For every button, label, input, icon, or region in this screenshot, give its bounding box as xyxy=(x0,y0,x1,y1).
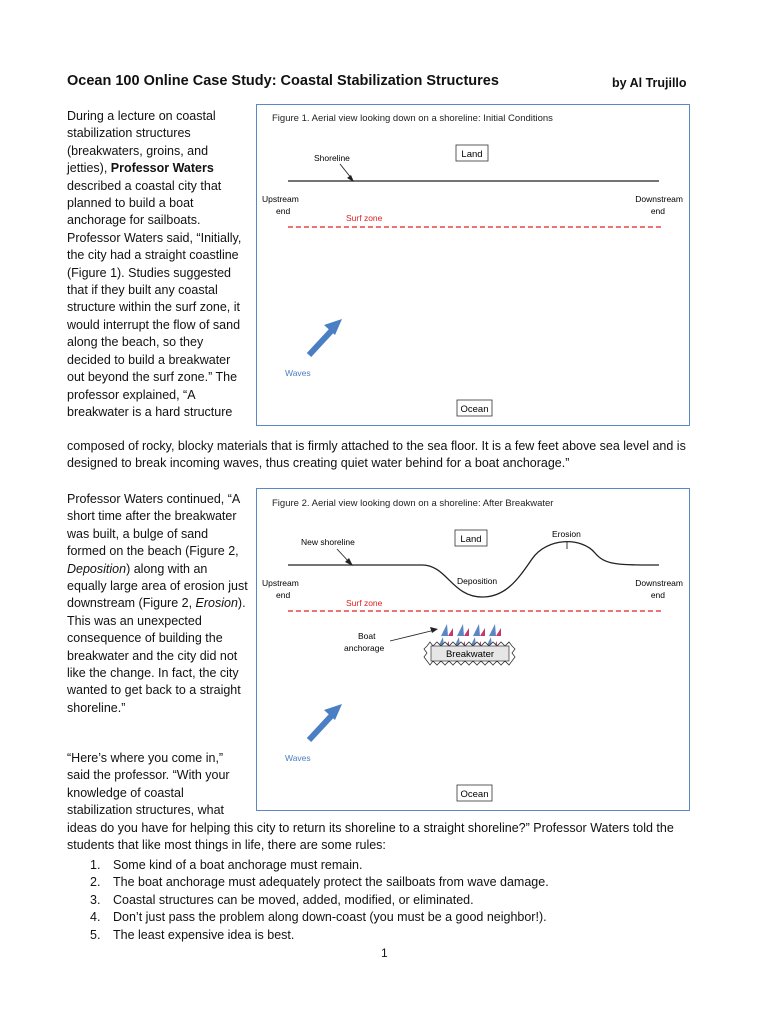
ocean-label: Ocean xyxy=(460,789,489,800)
continued-text-b: ) along with an equally large area of erosion just downstream (Figure 2, xyxy=(67,561,248,611)
rule-item xyxy=(90,909,549,926)
intro-text-a: During a lecture on coastal stabilization structures (breakwaters, groins, and jetties), xyxy=(67,109,216,176)
waves-arrow-shaft xyxy=(309,713,334,740)
intro-paragraph-continuation: composed of rocky, blocky materials that is firmly attached to the sea floor. It is a few feet above sea level and is designed to break incoming waves, thus creating quiet water behind for a boat anchorage.” xyxy=(67,439,686,471)
upstream-label: Upstream xyxy=(262,194,299,204)
land-label: Land xyxy=(460,534,482,545)
author-byline: by Al Trujillo xyxy=(612,76,687,90)
question-paragraph-continuation: ideas do you have for helping this city to return its shoreline to a straight shoreline?” Professor Waters told the students that like most things in life, there are some rules: xyxy=(67,821,674,853)
upstream-end-label: end xyxy=(276,206,291,216)
breakwater-label: Breakwater xyxy=(445,649,495,660)
shoreline-label: Shoreline xyxy=(314,153,350,163)
rule-item xyxy=(90,874,549,891)
surf-zone-label: Surf zone xyxy=(346,598,383,608)
ocean-label: Ocean xyxy=(460,404,489,415)
waves-label: Waves xyxy=(285,368,311,378)
boat-label: Boat xyxy=(358,631,376,641)
erosion-term: Erosion xyxy=(195,596,238,611)
downstream-label: Downstream xyxy=(635,194,683,204)
upstream-label: Upstream xyxy=(262,578,299,588)
rule-text: The least expensive idea is best. xyxy=(113,927,295,942)
downstream-end-label: end xyxy=(650,590,665,600)
page-number: 1 xyxy=(381,946,388,960)
boat-anchorage-pointer xyxy=(390,630,435,641)
question-paragraph: “Here’s where you come in,” said the professor. “With your knowledge of coastal stabilization structures, what xyxy=(67,751,230,818)
deposition-label: Deposition xyxy=(457,576,498,586)
surf-zone-label: Surf zone xyxy=(346,213,383,223)
land-label: Land xyxy=(461,149,483,160)
rule-text: Some kind of a boat anchorage must remain. xyxy=(113,858,363,872)
rule-number: 2. xyxy=(90,875,101,890)
rule-item xyxy=(90,857,549,874)
downstream-label: Downstream xyxy=(635,578,683,588)
rule-number: 3. xyxy=(90,892,101,907)
rule-item xyxy=(90,927,549,944)
intro-text-b: described a coastal city that planned to build a boat anchorage for sailboats. Professor Waters said, “Initially, the city had a straight coastline (Figure 1). Studies suggested that if they built any coastal structure within the surf zone, it would interrupt the flow of sand along the beach, so they decided to build a breakwater out beyond the surf zone.” The professor explained, “A breakwater is a hard structure xyxy=(67,178,242,419)
continued-text-a: Professor Waters continued, “A short time after the breakwater was built, a bulge of sand formed on the beach (Figure 2, xyxy=(67,492,240,559)
rule-number: 1. xyxy=(90,858,101,872)
continued-paragraph xyxy=(67,491,249,717)
figure-1 xyxy=(256,104,690,426)
rule-number: 5. xyxy=(90,927,101,942)
rule-item xyxy=(90,892,549,909)
rules-list xyxy=(90,857,549,944)
continued-text-c: ). This was an unexpected consequence of building the breakwater and the city did not like the change. In fact, the city wanted to get back to a straight shoreline.” xyxy=(67,596,246,715)
downstream-end-label: end xyxy=(650,206,665,216)
erosion-label: Erosion xyxy=(552,529,581,539)
anchorage-label: anchorage xyxy=(344,643,385,653)
new-shoreline-label: New shoreline xyxy=(301,537,355,547)
figure-2-caption: Figure 2. Aerial view looking down on a shoreline: After Breakwater xyxy=(272,498,554,509)
professor-name: Professor Waters xyxy=(110,161,214,176)
deposition-term: Deposition xyxy=(67,561,127,576)
rule-text: The boat anchorage must adequately protect the sailboats from wave damage. xyxy=(113,875,549,890)
upstream-end-label: end xyxy=(276,590,291,600)
rule-number: 4. xyxy=(90,910,101,925)
waves-label: Waves xyxy=(285,753,311,763)
intro-paragraph xyxy=(67,108,249,421)
waves-arrow-shaft xyxy=(309,328,334,355)
boat-anchorage-pointer-head xyxy=(430,627,438,633)
document-title: Ocean 100 Online Case Study: Coastal Stabilization Structures xyxy=(67,73,499,89)
figure-2 xyxy=(256,488,690,811)
rule-text: Coastal structures can be moved, added, modified, or eliminated. xyxy=(113,892,474,907)
rule-text: Don’t just pass the problem along down-coast (you must be a good neighbor!). xyxy=(113,910,547,925)
new-shoreline xyxy=(288,542,659,597)
figure-1-caption: Figure 1. Aerial view looking down on a shoreline: Initial Conditions xyxy=(272,113,553,124)
